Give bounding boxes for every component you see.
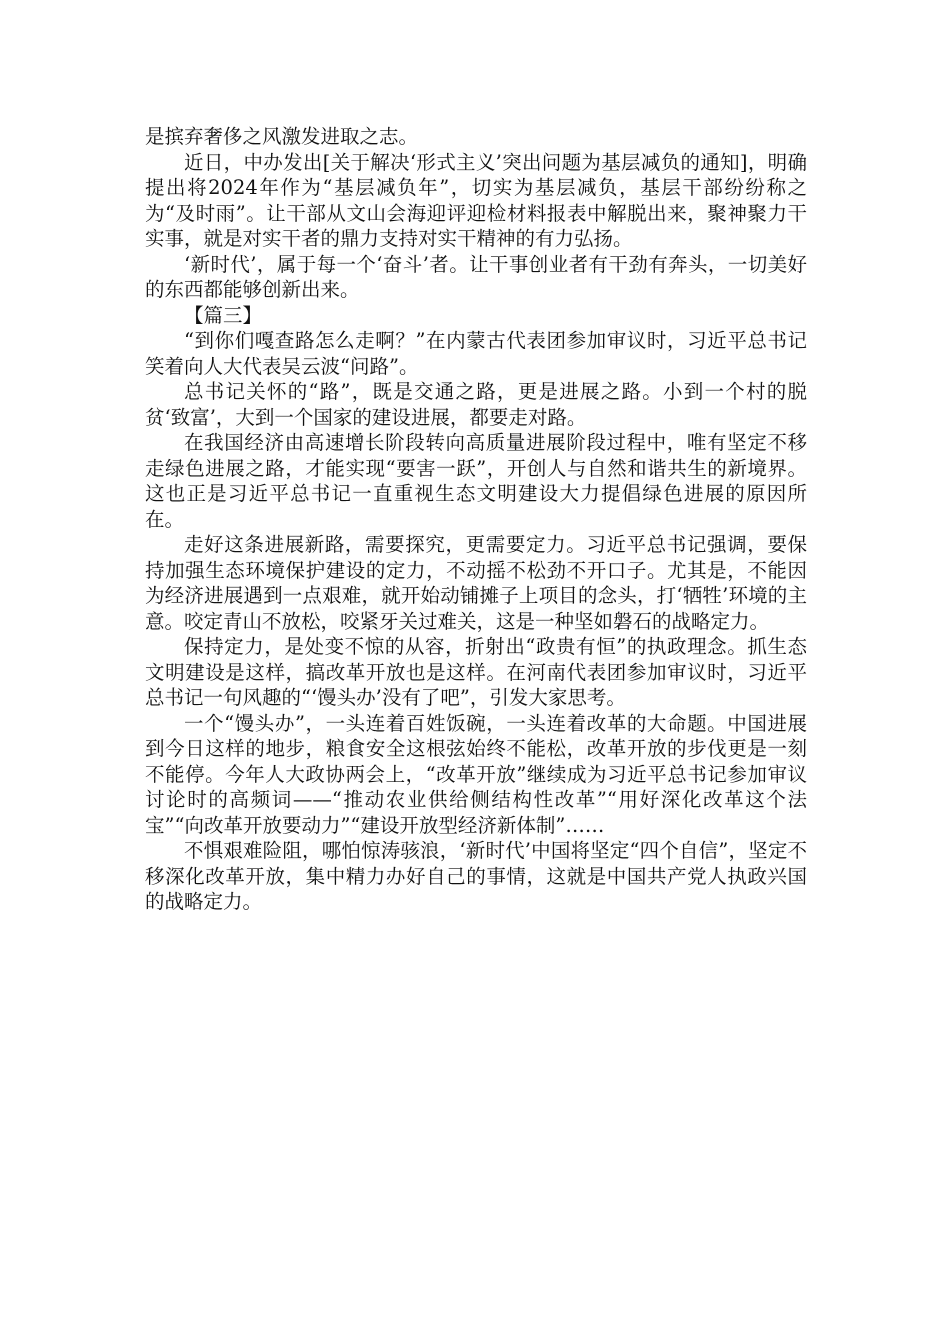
document-body bbox=[145, 124, 807, 915]
paragraph: 总书记关怀的“路”，既是交通之路，更是进展之路。小到一个村的脱贫‘致富’，大到一个国家的建设进展，都要走对路。 bbox=[145, 380, 807, 429]
paragraph: 一个“馒头办”，一头连着百姓饭碗，一头连着改革的大命题。中国进展到今日这样的地步，粮食安全这根弦始终不能松，改革开放的步伐更是一刻不能停。今年人大政协两会上，“改革开放”继续成为习近平总书记参加审议讨论时的高频词——“推动农业供给侧结构性改革”“用好深化改革这个法宝”“向改革开放要动力”“建设开放型经济新体制”…… bbox=[145, 711, 807, 837]
paragraph: 是摈弃奢侈之风激发进取之志。 bbox=[145, 125, 419, 148]
paragraph: 保持定力，是处变不惊的从容，折射出“政贵有恒”的执政理念。抓生态文明建设是这样，搞改革开放也是这样。在河南代表团参加审议时，习近平总书记一句风趣的“‘馒头办’没有了吧”，引发大家思考。 bbox=[145, 635, 807, 709]
paragraph: 不惧艰难险阻，哪怕惊涛骇浪，‘新时代’中国将坚定“四个自信”，坚定不移深化改革开放，集中精力办好自己的事情，这就是中国共产党人执政兴国的战略定力。 bbox=[145, 839, 807, 913]
paragraph: ‘新时代’，属于每一个‘奋斗’者。让干事创业者有干劲有奔头，一切美好的东西都能够创新出来。 bbox=[145, 252, 807, 301]
paragraph: “到你们嘎查路怎么走啊？”在内蒙古代表团参加审议时，习近平总书记笑着向人大代表吴云波“问路”。 bbox=[145, 329, 807, 378]
paragraph: 在我国经济由高速增长阶段转向高质量进展阶段过程中，唯有坚定不移走绿色进展之路，才能实现“要害一跃”，开创人与自然和谐共生的新境界。这也正是习近平总书记一直重视生态文明建设大力提倡绿色进展的原因所在。 bbox=[145, 431, 807, 531]
paragraph: 近日，中办发出[关于解决‘形式主义’突出问题为基层减负的通知]，明确提出将2024年作为“基层减负年”，切实为基层减负，基层干部纷纷称之为“及时雨”。让干部从文山会海迎评迎检材料报表中解脱出来，聚神聚力干实事，就是对实干者的鼎力支持对实干精神的有力弘扬。 bbox=[145, 150, 807, 250]
section-heading: 【篇三】 bbox=[184, 303, 263, 327]
paragraph: 走好这条进展新路，需要探究，更需要定力。习近平总书记强调，要保持加强生态环境保护建设的定力，不动摇不松劲不开口子。尤其是，不能因为经济进展遇到一点艰难，就开始动铺摊子上项目的念头，打‘牺牲’环境的主意。咬定青山不放松，咬紧牙关过难关，这是一种坚如磐石的战略定力。 bbox=[145, 533, 807, 633]
